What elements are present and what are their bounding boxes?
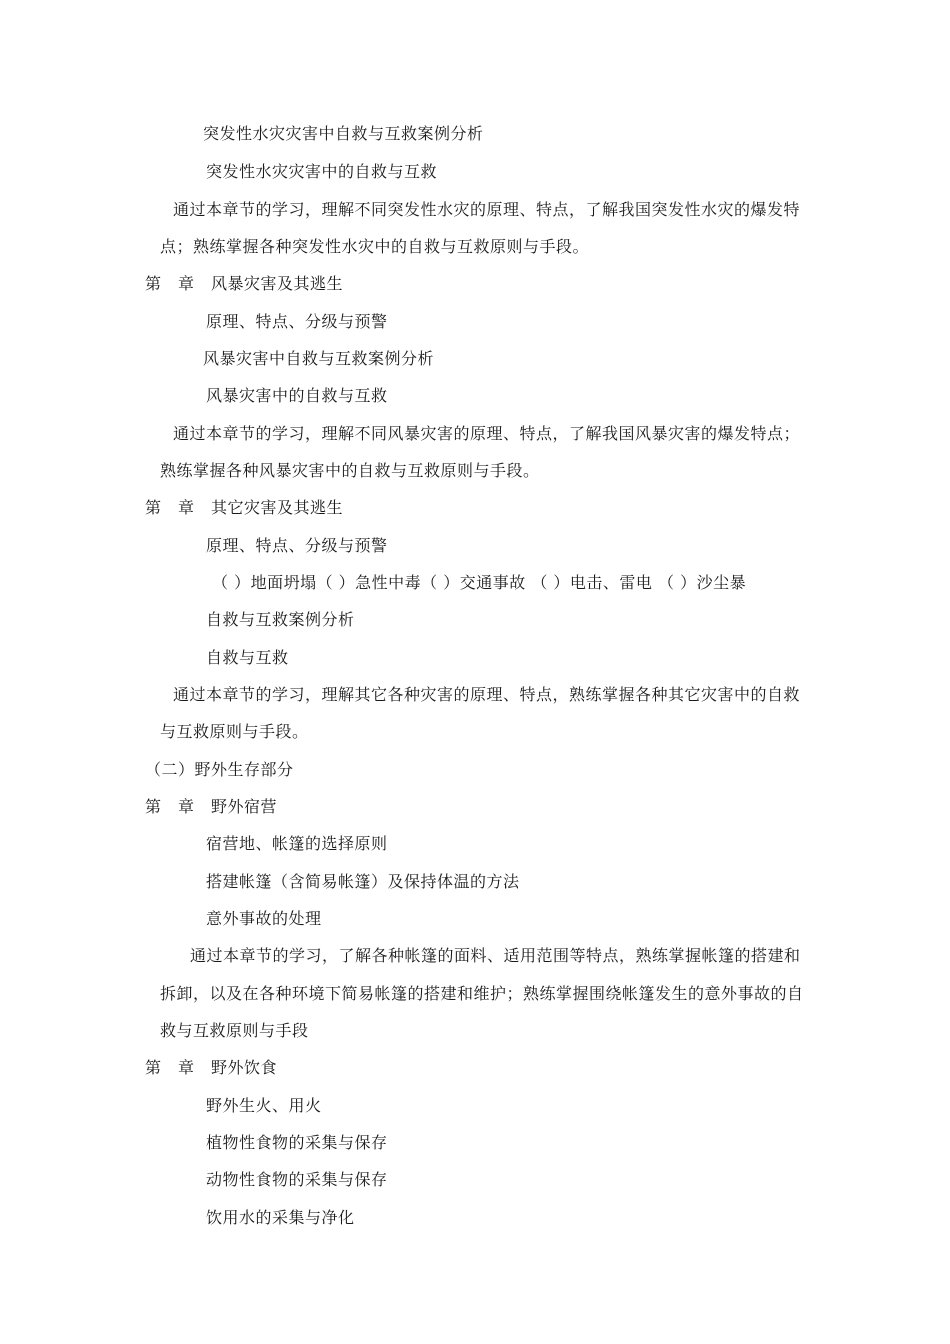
chapter-heading-storm: 第 章 风暴灾害及其逃生 xyxy=(145,274,344,293)
paragraph-flood-line-1: 通过本章节的学习，理解不同突发性水灾的原理、特点，了解我国突发性水灾的爆发特 xyxy=(173,200,801,219)
disaster-types-list: （ ）地面坍塌（ ）急性中毒（ ）交通事故 （ ）电击、雷电 （ ）沙尘暴 xyxy=(212,573,747,592)
paragraph-storm-line-1: 通过本章节的学习，理解不同风暴灾害的原理、特点，了解我国风暴灾害的爆发特点； xyxy=(173,424,801,443)
case-analysis-heading-flood: 突发性水灾灾害中自救与互救案例分析 xyxy=(203,124,484,143)
tent-building-heading: 搭建帐篷（含简易帐篷）及保持体温的方法 xyxy=(206,872,520,891)
chapter-heading-camping: 第 章 野外宿营 xyxy=(145,797,278,816)
self-rescue-heading-flood: 突发性水灾灾害中的自救与互救 xyxy=(206,162,438,181)
case-analysis-heading-storm: 风暴灾害中自救与互救案例分析 xyxy=(203,349,435,368)
paragraph-storm-line-2: 熟练掌握各种风暴灾害中的自救与互救原则与手段。 xyxy=(160,461,540,480)
plant-food-heading: 植物性食物的采集与保存 xyxy=(206,1133,388,1152)
paragraph-camping-line-2: 拆卸，以及在各种环境下简易帐篷的搭建和维护；熟练掌握围绕帐篷发生的意外事故的自 xyxy=(160,984,804,1003)
self-rescue-heading-storm: 风暴灾害中的自救与互救 xyxy=(206,386,388,405)
paragraph-camping-line-3: 救与互救原则与手段 xyxy=(160,1021,309,1040)
section-heading-wilderness: （二）野外生存部分 xyxy=(145,760,294,779)
drinking-water-heading: 饮用水的采集与净化 xyxy=(206,1208,355,1227)
chapter-heading-other: 第 章 其它灾害及其逃生 xyxy=(145,498,344,517)
accident-handling-heading: 意外事故的处理 xyxy=(206,909,322,928)
camp-site-heading: 宿营地、帐篷的选择原则 xyxy=(206,834,388,853)
paragraph-other-line-1: 通过本章节的学习，理解其它各种灾害的原理、特点，熟练掌握各种其它灾害中的自救 xyxy=(173,685,801,704)
paragraph-camping-line-1: 通过本章节的学习，了解各种帐篷的面料、适用范围等特点，熟练掌握帐篷的搭建和 xyxy=(190,946,801,965)
self-rescue-heading-other: 自救与互救 xyxy=(206,648,289,667)
animal-food-heading: 动物性食物的采集与保存 xyxy=(206,1170,388,1189)
paragraph-other-line-2: 与互救原则与手段。 xyxy=(160,722,309,741)
principles-heading-other: 原理、特点、分级与预警 xyxy=(206,536,388,555)
chapter-heading-food: 第 章 野外饮食 xyxy=(145,1058,278,1077)
case-analysis-heading-other: 自救与互救案例分析 xyxy=(206,610,355,629)
principles-heading-storm: 原理、特点、分级与预警 xyxy=(206,312,388,331)
paragraph-flood-line-2: 点；熟练掌握各种突发性水灾中的自救与互救原则与手段。 xyxy=(160,237,590,256)
fire-making-heading: 野外生火、用火 xyxy=(206,1096,322,1115)
